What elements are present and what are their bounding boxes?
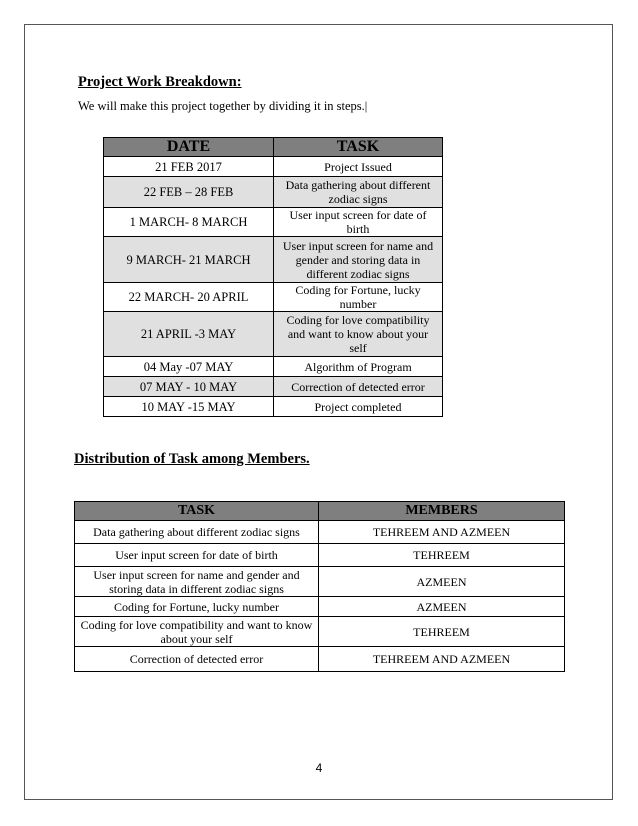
task-cell: Coding for love compatibility and want to know about your self bbox=[274, 312, 443, 357]
task-cell: User input screen for name and gender and storing data in different zodiac signs bbox=[274, 237, 443, 283]
table-row bbox=[104, 377, 443, 397]
date-cell: 10 MAY -15 MAY bbox=[104, 397, 274, 417]
section-heading-work-breakdown: Project Work Breakdown: bbox=[78, 74, 242, 90]
table-row bbox=[75, 544, 565, 567]
task-cell: User input screen for date of birth bbox=[274, 208, 443, 237]
members-cell: TEHREEM AND AZMEEN bbox=[319, 521, 565, 544]
table-row bbox=[104, 283, 443, 312]
members-cell: AZMEEN bbox=[319, 597, 565, 617]
table-row bbox=[75, 647, 565, 672]
members-cell: TEHREEM bbox=[319, 617, 565, 647]
members-cell: AZMEEN bbox=[319, 567, 565, 597]
task-cell: Correction of detected error bbox=[274, 377, 443, 397]
task-cell: Coding for Fortune, lucky number bbox=[274, 283, 443, 312]
page-number: 4 bbox=[315, 761, 323, 775]
task-cell: Data gathering about different zodiac signs bbox=[75, 521, 319, 544]
schedule-header-row bbox=[104, 138, 443, 157]
table-row bbox=[104, 357, 443, 377]
task-cell: Project Issued bbox=[274, 157, 443, 177]
task-cell: Correction of detected error bbox=[75, 647, 319, 672]
table-row bbox=[75, 521, 565, 544]
table-row bbox=[104, 157, 443, 177]
task-cell: Coding for love compatibility and want to know about your self bbox=[75, 617, 319, 647]
schedule-table bbox=[103, 137, 443, 417]
intro-paragraph: We will make this project together by dividing it in steps.| bbox=[78, 99, 368, 113]
date-cell: 04 May -07 MAY bbox=[104, 357, 274, 377]
distribution-table bbox=[74, 501, 565, 672]
task-cell: User input screen for name and gender and storing data in different zodiac signs bbox=[75, 567, 319, 597]
column-header-date: DATE bbox=[104, 138, 274, 157]
task-cell: User input screen for date of birth bbox=[75, 544, 319, 567]
table-row bbox=[104, 237, 443, 283]
task-cell: Coding for Fortune, lucky number bbox=[75, 597, 319, 617]
table-row bbox=[104, 177, 443, 208]
date-cell: 22 MARCH- 20 APRIL bbox=[104, 283, 274, 312]
task-cell: Project completed bbox=[274, 397, 443, 417]
section-heading-distribution: Distribution of Task among Members. bbox=[74, 451, 310, 467]
task-cell: Data gathering about different zodiac signs bbox=[274, 177, 443, 208]
members-cell: TEHREEM AND AZMEEN bbox=[319, 647, 565, 672]
column-header-task: TASK bbox=[75, 502, 319, 521]
task-cell: Algorithm of Program bbox=[274, 357, 443, 377]
table-row bbox=[104, 312, 443, 357]
date-cell: 1 MARCH- 8 MARCH bbox=[104, 208, 274, 237]
table-row bbox=[75, 597, 565, 617]
table-row bbox=[75, 617, 565, 647]
date-cell: 07 MAY - 10 MAY bbox=[104, 377, 274, 397]
members-cell: TEHREEM bbox=[319, 544, 565, 567]
distribution-header-row bbox=[75, 502, 565, 521]
table-row bbox=[104, 397, 443, 417]
column-header-members: MEMBERS bbox=[319, 502, 565, 521]
column-header-task: TASK bbox=[274, 138, 443, 157]
table-row bbox=[104, 208, 443, 237]
date-cell: 22 FEB – 28 FEB bbox=[104, 177, 274, 208]
date-cell: 9 MARCH- 21 MARCH bbox=[104, 237, 274, 283]
date-cell: 21 FEB 2017 bbox=[104, 157, 274, 177]
table-row bbox=[75, 567, 565, 597]
date-cell: 21 APRIL -3 MAY bbox=[104, 312, 274, 357]
